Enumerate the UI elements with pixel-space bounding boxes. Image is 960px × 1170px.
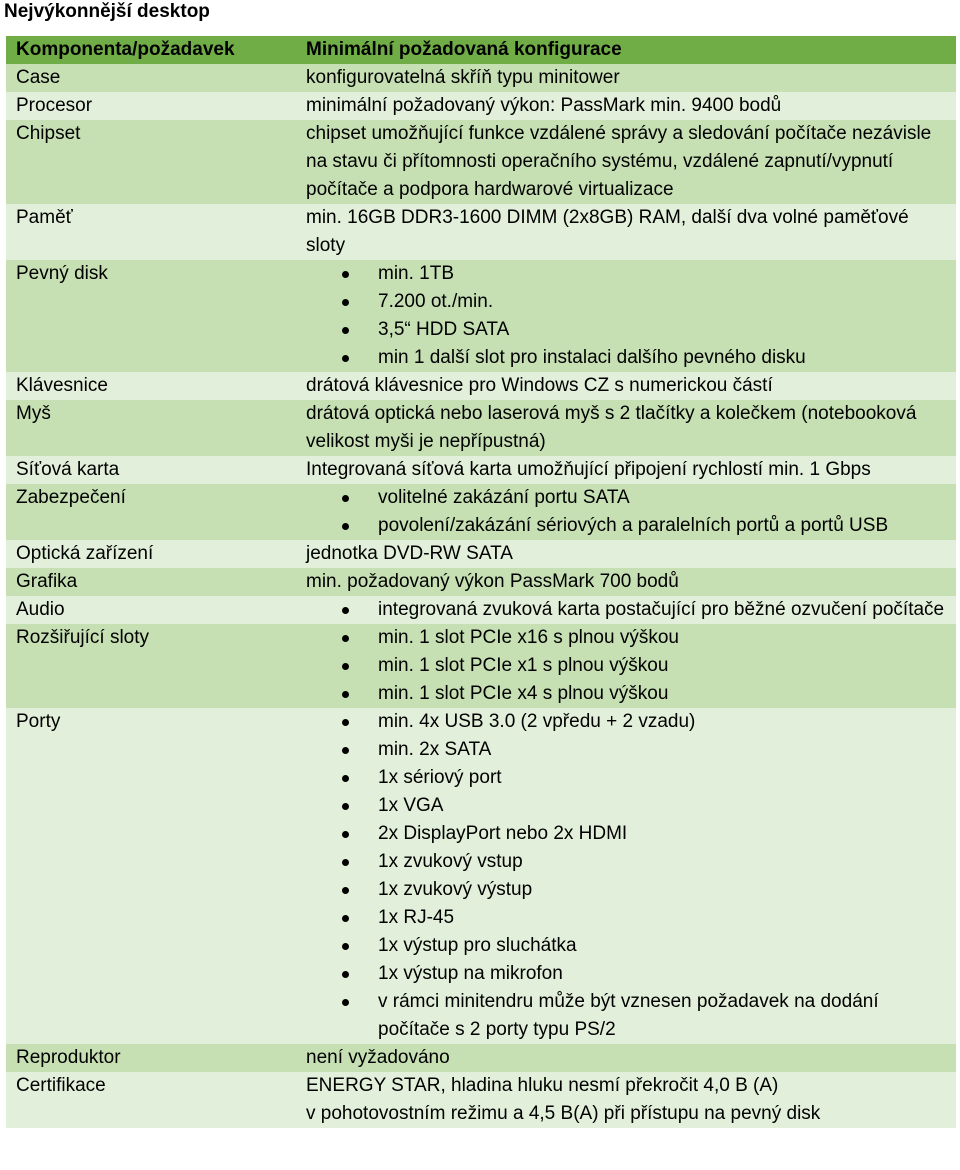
row-label: Grafika [6, 568, 296, 596]
table-row-mys [6, 400, 956, 456]
row-label: Case [6, 64, 296, 92]
row-label: Myš [6, 400, 296, 456]
list-item: 1x VGA [306, 792, 946, 820]
row-label: Procesor [6, 92, 296, 120]
table-row-pamet [6, 204, 956, 260]
row-label: Zabezpečení [6, 484, 296, 540]
row-value: drátová klávesnice pro Windows CZ s numerickou částí [296, 372, 956, 400]
bullet-list [306, 708, 946, 1044]
row-value: konfigurovatelná skříň typu minitower [296, 64, 956, 92]
list-item: 1x sériový port [306, 764, 946, 792]
table-row-case [6, 64, 956, 92]
bullet-list [306, 624, 946, 708]
row-label: Certifikace [6, 1072, 296, 1128]
row-label: Síťová karta [6, 456, 296, 484]
list-item: 1x zvukový výstup [306, 876, 946, 904]
spec-table [6, 36, 956, 1128]
row-value [296, 708, 956, 1044]
list-item: min. 1 slot PCIe x4 s plnou výškou [306, 680, 946, 708]
row-value-line: v pohotovostním režimu a 4,5 B(A) při přístupu na pevný disk [306, 1103, 821, 1124]
table-row-klavesnice [6, 372, 956, 400]
list-item: 1x zvukový vstup [306, 848, 946, 876]
list-item: povolení/zakázání sériových a paralelních portů a portů USB [306, 512, 946, 540]
row-value: min. požadovaný výkon PassMark 700 bodů [296, 568, 956, 596]
header-config: Minimální požadovaná konfigurace [296, 36, 956, 64]
row-value: minimální požadovaný výkon: PassMark min. 9400 bodů [296, 92, 956, 120]
table-row-disk [6, 260, 956, 372]
page-title: Nejvýkonnější desktop [4, 1, 210, 22]
list-item: min. 1 slot PCIe x16 s plnou výškou [306, 624, 946, 652]
bullet-list [306, 596, 946, 624]
list-item: integrovaná zvuková karta postačující pro běžné ozvučení počítače [306, 596, 946, 624]
header-component: Komponenta/požadavek [6, 36, 296, 64]
row-label: Optická zařízení [6, 540, 296, 568]
table-row-chipset [6, 120, 956, 204]
bullet-list [306, 260, 946, 372]
row-value [296, 624, 956, 708]
row-label: Audio [6, 596, 296, 624]
table-header-row [6, 36, 956, 64]
list-item: 1x výstup na mikrofon [306, 960, 946, 988]
list-item: 7.200 ot./min. [306, 288, 946, 316]
list-item: min. 1TB [306, 260, 946, 288]
list-item: min 1 další slot pro instalaci dalšího pevného disku [306, 344, 946, 372]
row-value [296, 596, 956, 624]
row-label: Chipset [6, 120, 296, 204]
list-item: min. 1 slot PCIe x1 s plnou výškou [306, 652, 946, 680]
table-row-opticka-zarizeni [6, 540, 956, 568]
row-value: chipset umožňující funkce vzdálené správy a sledování počítače nezávisle na stavu či přítomnosti operačního systému, vzdálené zapnutí/vypnutí počítače a podpora hardwarové virtualizace [296, 120, 956, 204]
list-item: min. 2x SATA [306, 736, 946, 764]
row-label: Porty [6, 708, 296, 1044]
row-value: není vyžadováno [296, 1044, 956, 1072]
row-value: jednotka DVD-RW SATA [296, 540, 956, 568]
row-value: Integrovaná síťová karta umožňující připojení rychlostí min. 1 Gbps [296, 456, 956, 484]
table-row-certifikace [6, 1072, 956, 1128]
list-item: 3,5“ HDD SATA [306, 316, 946, 344]
row-value [296, 1072, 956, 1128]
list-item: volitelné zakázání portu SATA [306, 484, 946, 512]
list-item: 1x RJ-45 [306, 904, 946, 932]
table-row-grafika [6, 568, 956, 596]
table-row-porty [6, 708, 956, 1044]
list-item: v rámci minitendru může být vznesen požadavek na dodání počítače s 2 porty typu PS/2 [306, 988, 946, 1044]
table-row-reproduktor [6, 1044, 956, 1072]
row-label: Pevný disk [6, 260, 296, 372]
list-item: min. 4x USB 3.0 (2 vpředu + 2 vzadu) [306, 708, 946, 736]
row-value: min. 16GB DDR3-1600 DIMM (2x8GB) RAM, další dva volné paměťové sloty [296, 204, 956, 260]
row-label: Paměť [6, 204, 296, 260]
table-row-sitova-karta [6, 456, 956, 484]
row-label: Klávesnice [6, 372, 296, 400]
table-row-procesor [6, 92, 956, 120]
row-label: Reproduktor [6, 1044, 296, 1072]
table-row-zabezpeceni [6, 484, 956, 540]
row-value [296, 484, 956, 540]
bullet-list [306, 484, 946, 540]
table-row-audio [6, 596, 956, 624]
row-value [296, 260, 956, 372]
table-row-rozsirujici-sloty [6, 624, 956, 708]
row-value: drátová optická nebo laserová myš s 2 tlačítky a kolečkem (notebooková velikost myši je nepřípustná) [296, 400, 956, 456]
row-label: Rozšiřující sloty [6, 624, 296, 708]
row-value-line: ENERGY STAR, hladina hluku nesmí překročit 4,0 B (A) [306, 1075, 779, 1096]
list-item: 2x DisplayPort nebo 2x HDMI [306, 820, 946, 848]
list-item: 1x výstup pro sluchátka [306, 932, 946, 960]
